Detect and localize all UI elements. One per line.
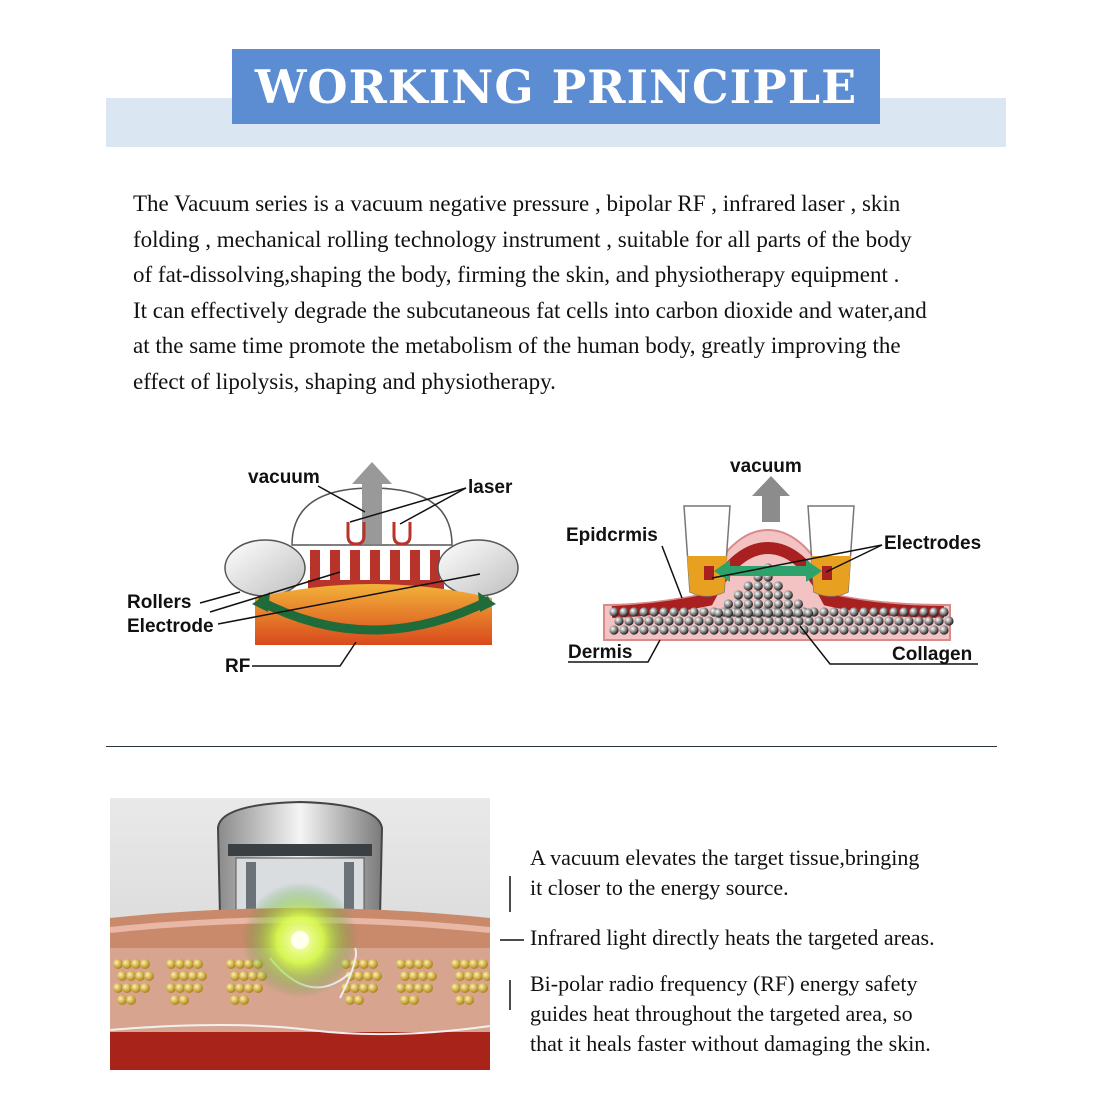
collagen-bead (914, 616, 923, 625)
collagen-bead (784, 616, 793, 625)
fat-cell (345, 995, 355, 1005)
collagen-bead (874, 616, 883, 625)
left-roller (225, 540, 305, 596)
collagen-bead (724, 608, 733, 617)
collagen-bead (764, 581, 773, 590)
collagen-bead (704, 616, 713, 625)
fat-cell (122, 983, 132, 993)
fat-cell (478, 959, 488, 969)
collagen-bead (609, 607, 618, 616)
collagen-bead (749, 625, 758, 634)
fat-cell (473, 971, 483, 981)
fat-cell (400, 995, 410, 1005)
fat-cell (235, 959, 245, 969)
fat-cell (131, 959, 141, 969)
note-line: Bi-polar radio frequency (RF) energy safety (530, 971, 918, 996)
fat-cell (455, 995, 465, 1005)
right-diagram (566, 456, 981, 665)
collagen-bead (719, 625, 728, 634)
collagen-bead (764, 590, 773, 599)
collagen-bead (644, 616, 653, 625)
fat-cell (409, 995, 419, 1005)
collagen-bead (649, 607, 658, 616)
intro-line: It can effectively degrade the subcutaneous fat cells into carbon dioxide and water,and (133, 297, 927, 323)
collagen-bead (854, 616, 863, 625)
collagen-bead (839, 625, 848, 634)
collagen-bead (619, 625, 628, 634)
collagen-bead (794, 616, 803, 625)
collagen-bead (619, 607, 628, 616)
collagen-bead (819, 607, 828, 616)
collagen-bead (754, 616, 763, 625)
collagen-bead (754, 590, 763, 599)
label-laser: laser (468, 477, 513, 498)
intro-paragraph (133, 186, 1003, 400)
fat-cell (414, 983, 424, 993)
fat-cell (460, 983, 470, 993)
collagen-bead (804, 608, 813, 617)
collagen-bead (654, 616, 663, 625)
fat-cell (427, 971, 437, 981)
intro-line: of fat-dissolving,shaping the body, firming the skin, and physiotherapy equipment . (133, 262, 900, 288)
collagen-bead (894, 616, 903, 625)
collagen-bead (734, 608, 743, 617)
collagen-bead (779, 625, 788, 634)
collagen-bead (859, 607, 868, 616)
collagen-bead (929, 607, 938, 616)
fat-cell (418, 971, 428, 981)
collagen-bead (839, 607, 848, 616)
fat-cell (423, 983, 433, 993)
collagen-bead (814, 616, 823, 625)
collagen-bead (939, 607, 948, 616)
collagen-bead (689, 625, 698, 634)
collagen-bead (824, 616, 833, 625)
fat-cell (396, 959, 406, 969)
fat-cell (460, 959, 470, 969)
fat-cell (230, 971, 240, 981)
intro-line: The Vacuum series is a vacuum negative pressure , bipolar RF , infrared laser , skin (133, 191, 901, 216)
note-vacuum (530, 843, 919, 903)
collagen-bead (929, 625, 938, 634)
collagen-bead (744, 608, 753, 617)
fat-cell (239, 971, 249, 981)
fat-cell (188, 971, 198, 981)
intro-line: folding , mechanical rolling technology instrument , suitable for all parts of the body (133, 226, 912, 252)
fat-cell (253, 983, 263, 993)
collagen-bead (709, 625, 718, 634)
collagen-bead (819, 625, 828, 634)
collagen-bead (754, 608, 763, 617)
collagen-bead (639, 625, 648, 634)
collagen-bead (669, 607, 678, 616)
collagen-bead (884, 616, 893, 625)
fat-cell (166, 959, 176, 969)
fat-cell (117, 995, 127, 1005)
collagen-bead (754, 581, 763, 590)
collagen-bead (674, 616, 683, 625)
collagen-bead (614, 616, 623, 625)
collagen-bead (889, 625, 898, 634)
note-infrared (530, 923, 935, 953)
collagen-bead (774, 616, 783, 625)
collagen-bead (724, 616, 733, 625)
collagen-bead (919, 625, 928, 634)
collagen-bead (889, 607, 898, 616)
label-collagen: Collagen (892, 644, 973, 665)
fat-cell (113, 983, 123, 993)
collagen-bead (734, 616, 743, 625)
collagen-bead (744, 590, 753, 599)
collagen-bead (919, 607, 928, 616)
fat-cell (363, 971, 373, 981)
fat-cell (478, 983, 488, 993)
fat-cell (193, 983, 203, 993)
principle-diagrams (0, 440, 1103, 690)
collagen-bead (724, 599, 733, 608)
collagen-bead (609, 625, 618, 634)
collagen-bead (784, 599, 793, 608)
vacuum-arrow-right-icon (752, 476, 790, 522)
collagen-bead (699, 625, 708, 634)
fat-cell (184, 983, 194, 993)
collagen-bead (809, 625, 818, 634)
collagen-bead (699, 607, 708, 616)
label-electrode: Electrode (127, 616, 214, 637)
collagen-bead (629, 607, 638, 616)
collagen-bead (939, 625, 948, 634)
collagen-bead (639, 607, 648, 616)
collagen-bead (899, 607, 908, 616)
collagen-bead (679, 625, 688, 634)
title-banner (232, 49, 880, 124)
collagen-bead (879, 625, 888, 634)
fat-cell (469, 983, 479, 993)
collagen-bead (864, 616, 873, 625)
fat-cell (400, 971, 410, 981)
fat-cell (184, 959, 194, 969)
collagen-bead (634, 616, 643, 625)
fat-cell (455, 971, 465, 981)
collagen-bead (934, 616, 943, 625)
fat-cell (359, 983, 369, 993)
fat-cell (131, 983, 141, 993)
intro-line: effect of lipolysis, shaping and physiotherapy. (133, 368, 556, 394)
label-electrodes: Electrodes (884, 533, 982, 554)
left-diagram (127, 462, 518, 677)
fat-cell (372, 971, 382, 981)
collagen-bead (909, 625, 918, 634)
collagen-bead (909, 607, 918, 616)
collagen-bead (794, 608, 803, 617)
collagen-bead (659, 607, 668, 616)
collagen-bead (834, 616, 843, 625)
fat-cell (451, 959, 461, 969)
label-rf: RF (225, 656, 251, 677)
fat-cell (179, 995, 189, 1005)
collagen-bead (629, 625, 638, 634)
collagen-bead (684, 616, 693, 625)
label-rollers: Rollers (127, 592, 192, 613)
label-vacuum-right: vacuum (730, 456, 802, 477)
collagen-bead (729, 625, 738, 634)
collagen-bead (829, 607, 838, 616)
fat-cell (117, 971, 127, 981)
collagen-bead (759, 625, 768, 634)
fat-cell (368, 959, 378, 969)
fat-cell (239, 995, 249, 1005)
fat-cell (170, 995, 180, 1005)
fat-cell (226, 983, 236, 993)
fat-cell (175, 959, 185, 969)
fat-cell (179, 971, 189, 981)
note-line: A vacuum elevates the target tissue,bringing (530, 845, 920, 870)
note-connectors (500, 860, 530, 1060)
fat-cell (464, 995, 474, 1005)
collagen-bead (829, 625, 838, 634)
collagen-bead (679, 607, 688, 616)
fat-cell (113, 959, 123, 969)
section-divider (106, 746, 997, 747)
collagen-bead (849, 625, 858, 634)
collagen-bead (869, 607, 878, 616)
collagen-bead (774, 590, 783, 599)
fat-cell (405, 983, 415, 993)
fat-cell (414, 959, 424, 969)
fat-cell (197, 971, 207, 981)
collagen-bead (744, 616, 753, 625)
note-line: Infrared light directly heats the targeted areas. (530, 925, 935, 950)
fat-cell (368, 983, 378, 993)
collagen-bead (904, 616, 913, 625)
collagen-bead (844, 616, 853, 625)
note-line: guides heat throughout the targeted area, so (530, 1001, 913, 1026)
collagen-bead (649, 625, 658, 634)
fat-cell (122, 959, 132, 969)
fat-cell (175, 983, 185, 993)
collagen-bead (764, 616, 773, 625)
label-dermis: Dermis (568, 642, 633, 663)
collagen-bead (849, 607, 858, 616)
fat-cell (144, 971, 154, 981)
collagen-bead (774, 599, 783, 608)
collagen-bead (784, 608, 793, 617)
fat-cell (350, 983, 360, 993)
fat-cell (230, 995, 240, 1005)
collagen-bead (764, 608, 773, 617)
fat-cell (354, 995, 364, 1005)
collagen-bead (794, 599, 803, 608)
collagen-bead (714, 608, 723, 617)
collagen-bead (774, 608, 783, 617)
collagen-bead (944, 616, 953, 625)
fat-cell (354, 971, 364, 981)
fat-cell (359, 959, 369, 969)
collagen-bead (624, 616, 633, 625)
collagen-bead (859, 625, 868, 634)
note-rf (530, 969, 931, 1059)
collagen-bead (764, 599, 773, 608)
fat-cell (451, 983, 461, 993)
collagen-bead (664, 616, 673, 625)
collagen-bead (689, 607, 698, 616)
collagen-bead (924, 616, 933, 625)
collagen-bead (869, 625, 878, 634)
collagen-bead (744, 599, 753, 608)
fat-cell (140, 959, 150, 969)
collagen-bead (769, 625, 778, 634)
collagen-bead (734, 599, 743, 608)
fat-cell (140, 983, 150, 993)
note-line: it closer to the energy source. (530, 875, 789, 900)
fat-cell (464, 971, 474, 981)
fat-cell (170, 971, 180, 981)
fat-cell (235, 983, 245, 993)
fat-cell (244, 983, 254, 993)
fat-cell (135, 971, 145, 981)
collagen-bead (744, 581, 753, 590)
fat-cell (405, 959, 415, 969)
collagen-bead (734, 590, 743, 599)
collagen-bead (899, 625, 908, 634)
collagen-bead (694, 616, 703, 625)
fat-cell (126, 995, 136, 1005)
collagen-bead (754, 599, 763, 608)
collagen-bead (789, 625, 798, 634)
collagen-bead (774, 581, 783, 590)
collagen-bead (879, 607, 888, 616)
fat-cell (396, 983, 406, 993)
fat-cell (193, 959, 203, 969)
right-roller (438, 540, 518, 596)
intro-line: at the same time promote the metabolism of the human body, greatly improving the (133, 333, 901, 359)
fat-cell (226, 959, 236, 969)
collagen-bead (669, 625, 678, 634)
collagen-bead (804, 616, 813, 625)
label-epidermis: Epidcrmis (566, 525, 658, 546)
collagen-bead (739, 625, 748, 634)
collagen-bead (784, 590, 793, 599)
fat-cell (126, 971, 136, 981)
fat-cell (423, 959, 433, 969)
fat-cell (166, 983, 176, 993)
collagen-bead (659, 625, 668, 634)
collagen-bead (714, 616, 723, 625)
note-line: that it heals faster without damaging the skin. (530, 1031, 931, 1056)
page-title: WORKING PRINCIPLE (254, 59, 858, 114)
tissue-illustration (110, 798, 490, 1070)
fat-cell (409, 971, 419, 981)
fat-cell (469, 959, 479, 969)
label-vacuum-left: vacuum (248, 467, 320, 488)
light-source-icon (291, 931, 309, 949)
